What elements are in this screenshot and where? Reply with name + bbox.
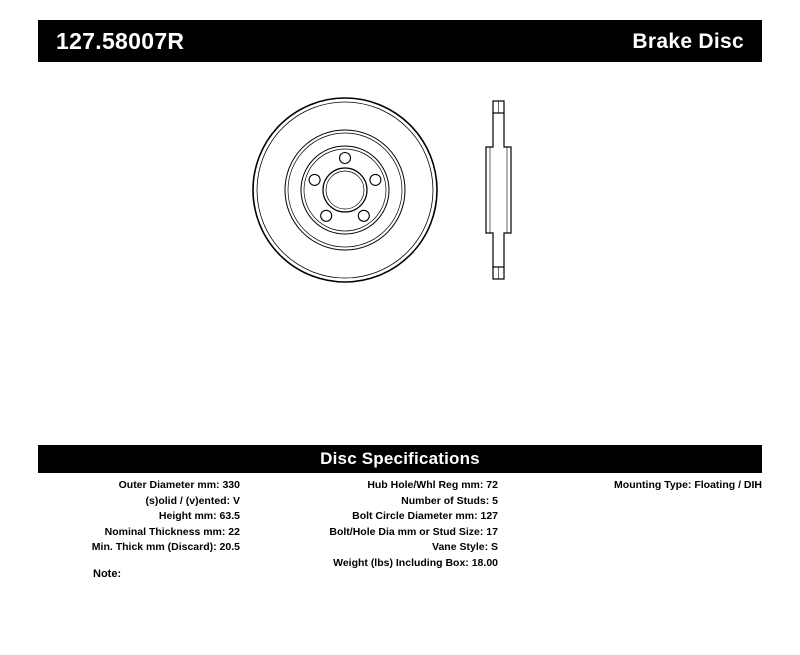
spec-column-middle [252, 478, 498, 571]
spec-header-bar [38, 445, 762, 473]
spec-item: Hub Hole/Whl Reg mm: 72 [367, 479, 498, 491]
spec-column-left [38, 478, 240, 556]
spec-item: Nominal Thickness mm: 22 [104, 525, 240, 538]
spec-item: Height mm: 63.5 [158, 510, 240, 522]
spec-item: Min. Thick mm (Discard): 20.5 [91, 541, 240, 553]
product-type: Brake Disc [632, 29, 744, 53]
spec-section-title: Disc Specifications [320, 449, 480, 468]
title-bar [38, 20, 762, 62]
spec-item: Vane Style: S [432, 541, 498, 553]
spec-item: Bolt/Hole Dia mm or Stud Size: 17 [329, 525, 498, 538]
spec-item: Bolt Circle Diameter mm: 127 [352, 510, 498, 522]
spec-body [38, 478, 762, 588]
part-number: 127.58007R [56, 27, 185, 54]
spec-item: Weight (lbs) Including Box: 18.00 [333, 556, 498, 569]
spec-item: Number of Studs: 5 [401, 494, 498, 507]
rotor-front-view [253, 98, 437, 282]
spec-item: (s)olid / (v)ented: V [145, 494, 240, 507]
rotor-side-view [486, 101, 511, 279]
spec-item: Outer Diameter mm: 330 [118, 479, 240, 491]
spec-column-right [514, 478, 762, 494]
note-label: Note: [93, 568, 122, 580]
technical-drawing [250, 95, 570, 285]
spec-item: Mounting Type: Floating / DIH [614, 479, 762, 491]
